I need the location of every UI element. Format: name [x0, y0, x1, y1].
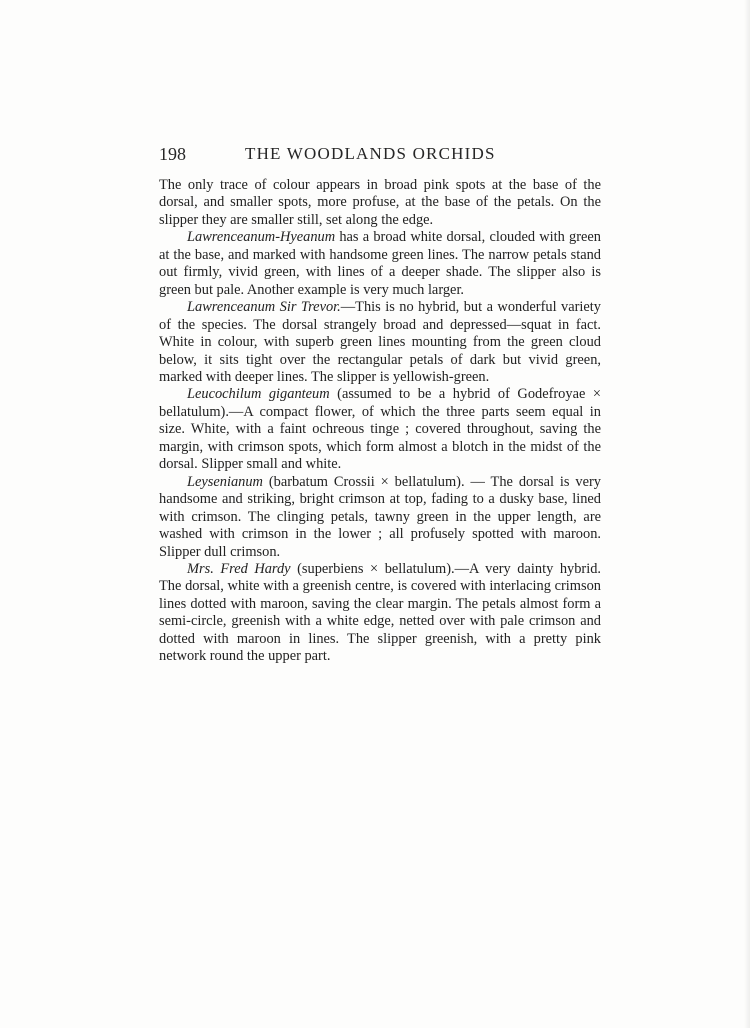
- paragraph: [159, 474, 601, 561]
- page-number: 198: [159, 144, 186, 164]
- paragraph: [159, 386, 601, 473]
- orchid-name: Lawrenceanum Sir Trevor.: [187, 299, 341, 316]
- paragraph: [159, 177, 601, 229]
- paragraph-text: (superbiens × bellatulum).—A very dainty hybrid. The dorsal, white with a greenish centre, is covered with interlacing crimson lines dotted with maroon, saving the clear margin. The petals almost form a semi-circle, greenish with a white edge, netted over with pale crimson and dotted with maroon in lines. The slipper greenish, with a pretty pink network round the upper part.: [159, 560, 601, 665]
- paragraph-text: has a broad white dorsal, clouded with green at the base, and marked with handsome green lines. The narrow petals stand out firmly, vivid green, with lines of a deeper shade. The slipper also is green but pale. Another example is very much larger.: [159, 229, 601, 298]
- paragraph-text: —This is no hybrid, but a wonderful variety of the species. The dorsal strangely broad and depressed—squat in fact. White in colour, with superb green lines mounting from the green cloud below, it sits tight over the rectangular petals of dark but vivid green, marked with deeper lines. The slipper is yellowish-green.: [159, 299, 601, 385]
- orchid-name: Lawrenceanum-Hyeanum: [187, 229, 336, 246]
- body-text: [159, 177, 601, 666]
- page-header: [159, 144, 601, 168]
- paragraph: [159, 229, 601, 299]
- orchid-name: Leucochilum giganteum: [187, 386, 330, 403]
- paragraph-text: (barbatum Crossii × bellatulum). — The dorsal is very handsome and striking, bright crimson at top, fading to a dusky base, lined with crimson. The clinging petals, tawny green in the upper length, are washed with crimson in the lower ; all profusely spotted with maroon. Slipper dull crimson.: [159, 473, 601, 560]
- paragraph: [159, 299, 601, 386]
- paragraph-text: (assumed to be a hybrid of Godefroyae × bellatulum).—A compact flower, of which the three parts seem equal in size. White, with a faint ochreous tinge ; covered throughout, saving the margin, with crimson spots, which form almost a blotch in the midst of the dorsal. Slipper small and white.: [159, 386, 601, 473]
- running-title: THE WOODLANDS ORCHIDS: [245, 144, 496, 163]
- orchid-name: Leysenianum: [187, 473, 263, 490]
- page-edge-shadow: [744, 0, 750, 1028]
- orchid-name: Mrs. Fred Hardy: [187, 560, 291, 577]
- paragraph: [159, 561, 601, 666]
- paragraph-text: The only trace of colour appears in broad pink spots at the base of the dorsal, and smaller spots, more profuse, at the base of the petals. On the slipper they are smaller still, set along the edge.: [159, 177, 601, 228]
